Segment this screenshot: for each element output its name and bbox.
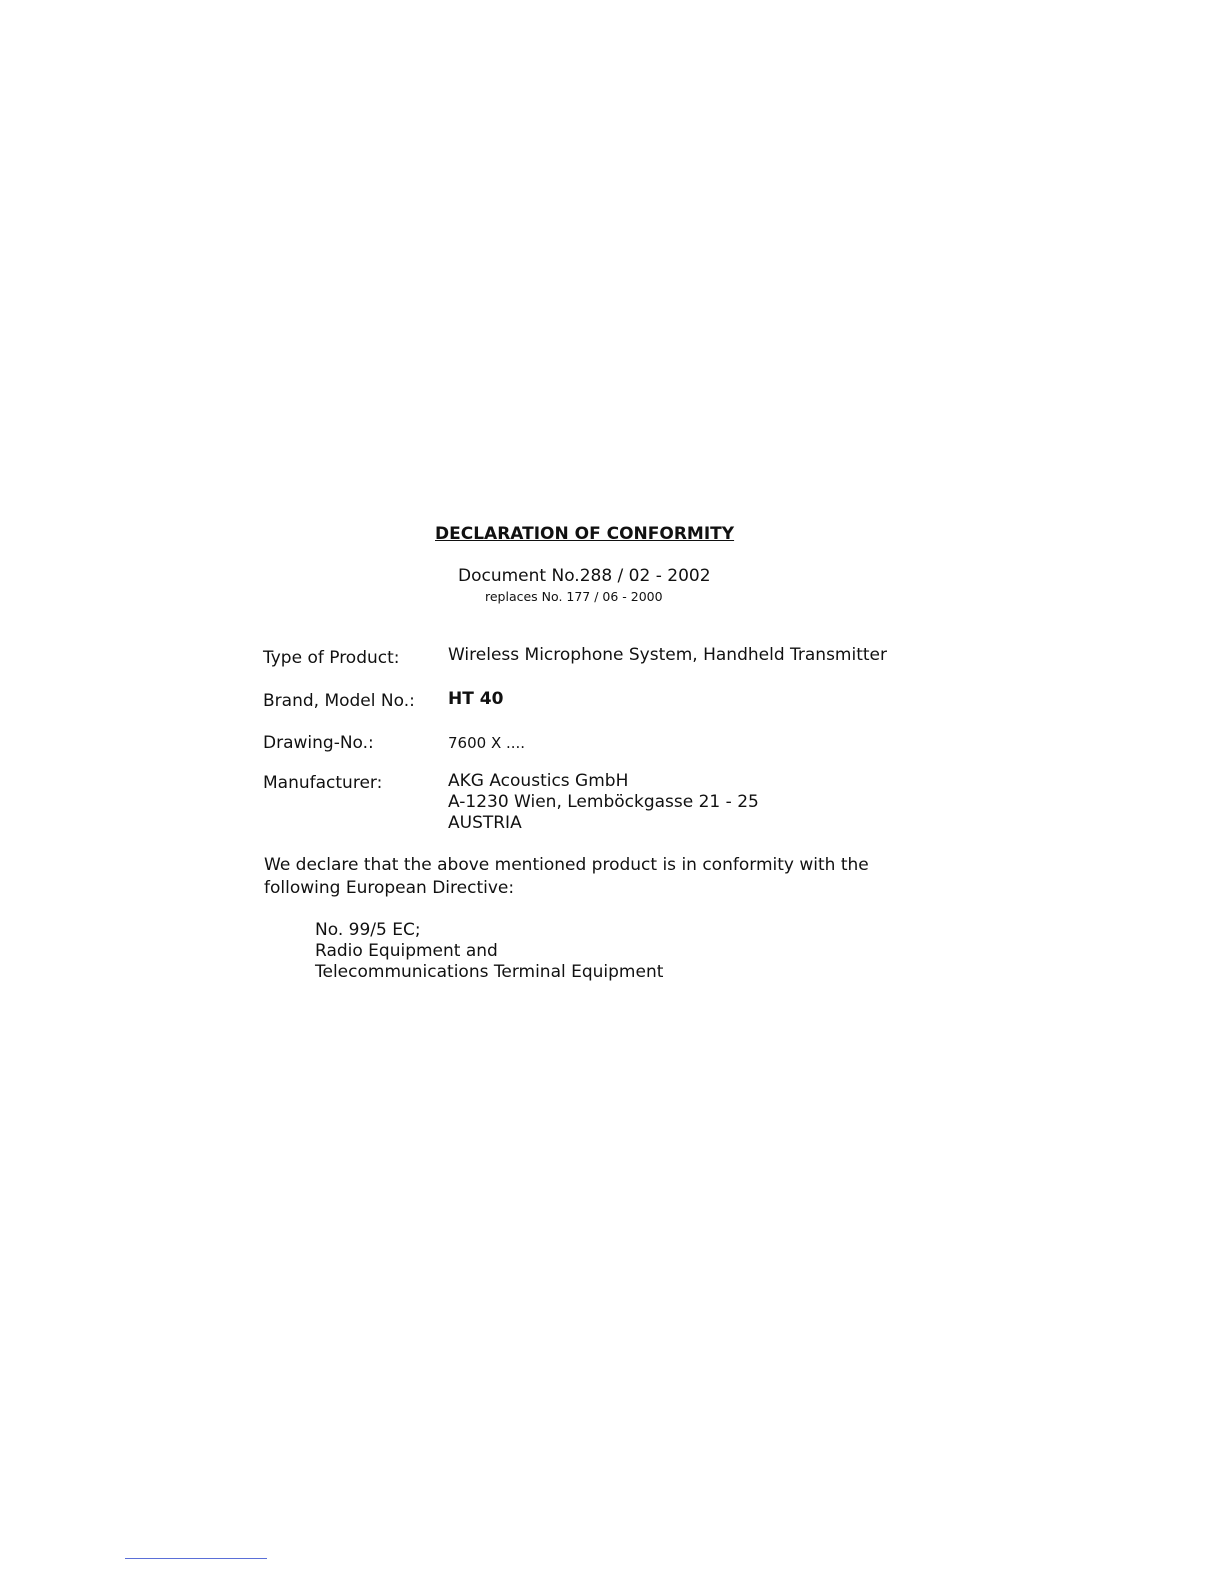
document-number: Document No.288 / 02 - 2002 [458, 566, 711, 586]
model-label: Brand, Model No.: [263, 691, 415, 711]
directive-block [315, 920, 663, 983]
manufacturer-name: AKG Acoustics GmbH [448, 771, 629, 791]
declaration-line: following European Directive: [264, 878, 515, 898]
model-value: HT 40 [448, 689, 504, 709]
manufacturer-street: A-1230 Wien, Lemböckgasse 21 - 25 [448, 792, 759, 812]
declaration-text [264, 854, 869, 900]
footer-rule [125, 1558, 267, 1559]
product-type-value: Wireless Microphone System, Handheld Transmitter [448, 645, 887, 665]
drawing-value: 7600 X .... [448, 734, 526, 752]
replaces-note: replaces No. 177 / 06 - 2000 [485, 589, 663, 604]
manufacturer-label: Manufacturer: [263, 773, 383, 793]
manufacturer-country: AUSTRIA [448, 813, 522, 833]
directive-number: No. 99/5 EC; [315, 920, 421, 940]
product-type-label: Type of Product: [263, 648, 400, 668]
manufacturer-address [448, 771, 759, 834]
document-title: DECLARATION OF CONFORMITY [435, 524, 735, 544]
drawing-label: Drawing-No.: [263, 733, 374, 753]
declaration-line: We declare that the above mentioned product is in conformity with the [264, 855, 869, 875]
directive-line: Telecommunications Terminal Equipment [315, 962, 664, 982]
directive-line: Radio Equipment and [315, 941, 498, 961]
